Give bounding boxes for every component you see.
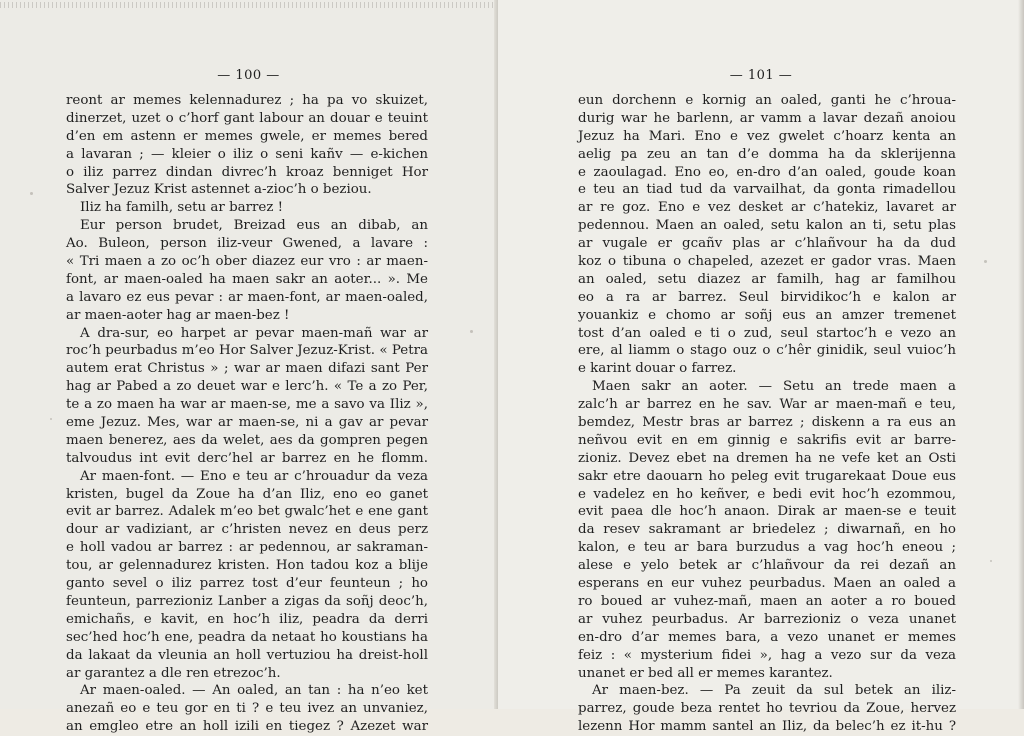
text-line: an emgleo etre an holl izili en tiegez ? Azezet war: [66, 719, 428, 735]
text-line: reont ar memes kelennadurez ; ha pa vo skuizet,: [66, 93, 428, 108]
text-line: ar re goz. Eno e vez desket ar c’hatekiz, lavaret ar: [578, 200, 956, 216]
text-line: d’en em astenn er memes gwele, er memes bered: [66, 128, 428, 144]
text-line: kalon, e teu ar bara burzudus a vag hoc’h eneou ;: [578, 540, 956, 556]
text-line: lezenn Hor mamm santel an Iliz, da belec’h ez it-hu ?: [578, 719, 956, 735]
page-edge-shadow: [1018, 0, 1024, 709]
text-line: kristen, bugel da Zoue ha d’an Iliz, eno eo ganet: [66, 486, 428, 502]
left-page: [0, 0, 497, 735]
text-line: ar vugale er gcañv plas ar c’hlañvour ha da dud: [578, 236, 956, 252]
text-line: ganto sevel o iliz parrez tost d’eur feunteun ; ho: [66, 576, 428, 592]
text-line: koz o tibuna o chapeled, azezet er gador vras. Maen: [578, 254, 956, 270]
text-line: Jezuz ha Mari. Eno e vez gwelet c’hoarz kenta an: [578, 128, 956, 144]
text-line: an oaled, setu diazez ar familh, hag ar familhou: [578, 271, 956, 287]
text-line: zioniz. Devez ebet na dremen ha ne vefe ket an Osti: [578, 450, 956, 466]
text-line: eo a ra ar barrez. Seul birvidikoc’h e kalon ar: [578, 289, 956, 305]
text-line: en-dro d’ar memes bara, a vezo unanet er memes: [578, 629, 956, 645]
text-line: evit paea dle hoc’h anaon. Dirak ar maen-se e teuit: [578, 504, 956, 520]
text-line: feiz : « mysterium fidei », hag a vezo sur da veza: [578, 647, 956, 663]
right-page: [498, 0, 1024, 735]
text-line: neñvou evit en em ginnig e sakrifis evit ar barre-: [578, 432, 956, 448]
text-line: anezañ eo e teu gor en ti ? e teu ivez an unvaniez,: [66, 701, 428, 717]
text-line: eme Jezuz. Mes, war ar maen-se, ni a gav ar pevar: [66, 415, 428, 431]
text-line: A dra-sur, eo harpet ar pevar maen-mañ war ar: [80, 325, 428, 341]
text-line: Ar maen-oaled. — An oaled, an tan : ha n’eo ket: [80, 683, 428, 699]
text-line: dinerzet, uzet o c’horf gant labour an douar e teuint: [66, 110, 428, 126]
scan-speck: [30, 192, 33, 195]
text-line: tou, ar gelennadurez kristen. Hon tadou koz a blije: [66, 558, 428, 574]
text-line: Ar maen-font. — Eno e teu ar c’hrouadur da veza: [80, 468, 428, 484]
text-line: da lakaat da vleunia an holl vertuziou ha dreist-holl: [66, 647, 428, 663]
text-line: eun dorchenn e kornig an oaled, ganti he c’hroua-: [578, 93, 956, 108]
text-line: a lavaro ez eus pevar : ar maen-font, ar maen-oaled,: [66, 289, 428, 305]
text-line: Ao. Buleon, person iliz-veur Gwened, a lavare :: [66, 236, 428, 252]
page-number-left: — 100 —: [217, 68, 280, 83]
text-line: ere, al liamm o stago ouz o c’hêr ginidik, seul vuioc’h: [578, 343, 956, 359]
text-line: esperans en eur vuhez peurbadus. Maen an oaled a: [578, 576, 956, 592]
text-line: ar garantez a dle ren etrezoc’h.: [66, 665, 281, 681]
text-line: ar maen-aoter hag ar maen-bez !: [66, 307, 290, 323]
text-line: unanet er bed all er memes karantez.: [578, 665, 833, 681]
scan-speck: [984, 260, 987, 263]
text-line: aelig pa zeu an tan d’e domma ha da sklerijenna: [578, 146, 956, 162]
text-line: Eur person brudet, Breizad eus an dibab, an: [80, 218, 428, 234]
text-line: sakr etre daouarn ho peleg evit trugarekaat Doue eus: [578, 468, 956, 484]
scan-speck: [470, 330, 473, 333]
text-line: feunteun, parrezioniz Lanber a zigas da soñj deoc’h,: [66, 593, 428, 609]
text-line: ro boued ar vuhez-mañ, maen an aoter a ro boued: [578, 593, 956, 609]
text-line: a lavaran ; — kleier o iliz o seni kañv — e-kichen: [66, 146, 428, 162]
page-number-right: — 101 —: [729, 68, 793, 83]
text-line: Ar maen-bez. — Pa zeuit da sul betek an iliz-: [592, 683, 956, 699]
text-line: tost d’an oaled e ti o zud, seul startoc’h e vezo an: [578, 325, 956, 341]
scan-edge-noise: [0, 2, 497, 8]
right-page-text: [578, 92, 956, 736]
text-line: te a zo maen ha war ar maen-se, me a savo va Iliz »,: [66, 397, 428, 413]
text-line: talvoudus int evit derc’hel ar barrez en he flomm.: [66, 450, 428, 466]
left-page-text: [66, 92, 428, 736]
text-line: parrez, goude beza rentet ho tevriou da Zoue, hervez: [578, 701, 956, 717]
text-line: da resev sakramant ar briedelez ; diwarnañ, en ho: [578, 522, 956, 538]
scan-speck: [50, 418, 52, 420]
text-line: bemdez, Mestr bras ar barrez ; diskenn a ra eus an: [578, 415, 956, 431]
text-line: maen benerez, aes da welet, aes da gompren pegen: [66, 432, 428, 448]
text-line: pedennou. Maen an oaled, setu kalon an ti, setu plas: [578, 218, 956, 234]
text-line: e holl vadou ar barrez : ar pedennou, ar sakraman-: [66, 540, 428, 556]
text-line: Salver Jezuz Krist astennet a-zioc’h o beziou.: [66, 182, 372, 198]
text-line: o iliz parrez dindan divrec’h kroaz benniget Hor: [66, 164, 428, 180]
text-line: e vadelez en ho keñver, e bedi evit hoc’h ezommou,: [578, 486, 956, 502]
text-line: « Tri maen a zo oc’h ober diazez eur vro : ar maen-: [66, 254, 428, 270]
text-line: emichañs, e kavit, en hoc’h iliz, peadra da derri: [66, 611, 428, 627]
text-line: Iliz ha familh, setu ar barrez !: [80, 200, 284, 216]
text-line: hag ar Pabed a zo deuet war e lerc’h. « Te a zo Per,: [66, 379, 428, 395]
text-line: evit ar barrez. Adalek m’eo bet gwalc’het e ene gant: [66, 504, 428, 520]
text-line: e karint douar o farrez.: [578, 361, 737, 377]
text-line: dour ar vadiziant, ar c’hristen nevez en deus perz: [66, 522, 428, 538]
text-line: font, ar maen-oaled ha maen sakr an aoter... ». Me: [66, 271, 428, 287]
text-line: ar vuhez peurbadus. Ar barrezioniz o veza unanet: [578, 611, 956, 627]
text-line: youankiz e chomo ar soñj eus an amzer tremenet: [578, 307, 956, 323]
text-line: roc’h peurbadus m’eo Hor Salver Jezuz-Krist. « Petra: [66, 343, 428, 359]
text-line: e teu an tiad tud da varvailhat, da gonta rimadellou: [578, 182, 956, 198]
text-line: Maen sakr an aoter. — Setu an trede maen a: [592, 379, 956, 395]
text-line: autem erat Christus » ; war ar maen difazi sant Per: [66, 361, 428, 377]
scan-speck: [990, 560, 992, 562]
text-line: alese e yelo betek ar c’hlañvour da rei dezañ an: [578, 558, 956, 574]
text-line: zalc’h ar barrez en he sav. War ar maen-mañ e teu,: [578, 397, 956, 413]
text-line: e zaoulagad. Eno eo, en-dro d’an oaled, goude koan: [578, 164, 956, 180]
text-line: durig war he barlenn, ar vamm a lavar dezañ anoiou: [578, 110, 956, 126]
text-line: sec’hed hoc’h ene, peadra da netaat ho koustians ha: [66, 629, 428, 645]
